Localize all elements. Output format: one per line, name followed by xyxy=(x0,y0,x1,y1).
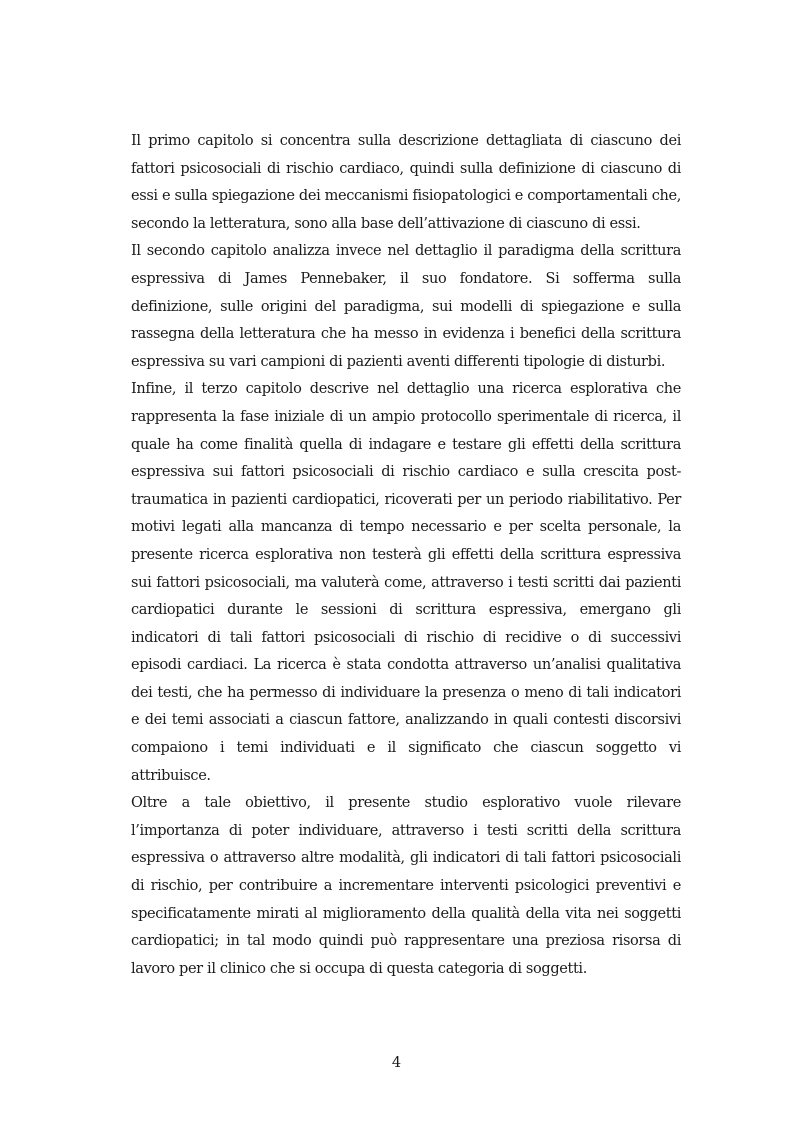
body-text xyxy=(131,128,681,983)
page-number: 4 xyxy=(391,1055,402,1071)
paragraph-objective: Oltre a tale obiettivo, il presente studio esplorativo vuole rilevare l’importanza di poter individuare, attraverso i testi scritti della scrittura espressiva o attraverso altre modalità, gli indicatori di tali fattori psicosociali di rischio, per contribuire a incrementare interventi psicologici preventivi e specificatamente mirati al miglioramento della qualità della vita nei soggetti cardiopatici; in tal modo quindi può rappresentare una preziosa risorsa di lavoro per il clinico che si occupa di questa categoria di soggetti. xyxy=(131,795,681,977)
paragraph-chapter-two: Il secondo capitolo analizza invece nel dettaglio il paradigma della scrittura espressiva di James Pennebaker, il suo fondatore. Si sofferma sulla definizione, sulle origini del paradigma, sui modelli di spiegazione e sulla rassegna della letteratura che ha messo in evidenza i benefici della scrittura espressiva su vari campioni di pazienti aventi differenti tipologie di disturbi. xyxy=(131,243,681,370)
paragraph-chapter-one: Il primo capitolo si concentra sulla descrizione dettagliata di ciascuno dei fattori psicosociali di rischio cardiaco, quindi sulla definizione di ciascuno di essi e sulla spiegazione dei meccanismi fisiopatologici e comportamentali che, secondo la letteratura, sono alla base dell’attivazione di ciascuno di essi. xyxy=(131,133,681,232)
paragraph-chapter-three: Infine, il terzo capitolo descrive nel dettaglio una ricerca esplorativa che rappresenta la fase iniziale di un ampio protocollo sperimentale di ricerca, il quale ha come finalità quella di indagare e testare gli effetti della scrittura espressiva sui fattori psicosociali di rischio cardiaco e sulla crescita post-traumatica in pazienti cardiopatici, ricoverati per un periodo riabilitativo. Per motivi legati alla mancanza di tempo necessario e per scelta personale, la presente ricerca esplorativa non testerà gli effetti della scrittura espressiva sui fattori psicosociali, ma valuterà come, attraverso i testi scritti dai pazienti cardiopatici durante le sessioni di scrittura espressiva, emergano gli indicatori di tali fattori psicosociali di rischio di recidive o di successivi episodi cardiaci. La ricerca è stata condotta attraverso un’analisi qualitativa dei testi, che ha permesso di individuare la presenza o meno di tali indicatori e dei temi associati a ciascun fattore, analizzando in quali contesti discorsivi compaiono i temi individuati e il significato che ciascun soggetto vi attribuisce. xyxy=(131,381,681,784)
